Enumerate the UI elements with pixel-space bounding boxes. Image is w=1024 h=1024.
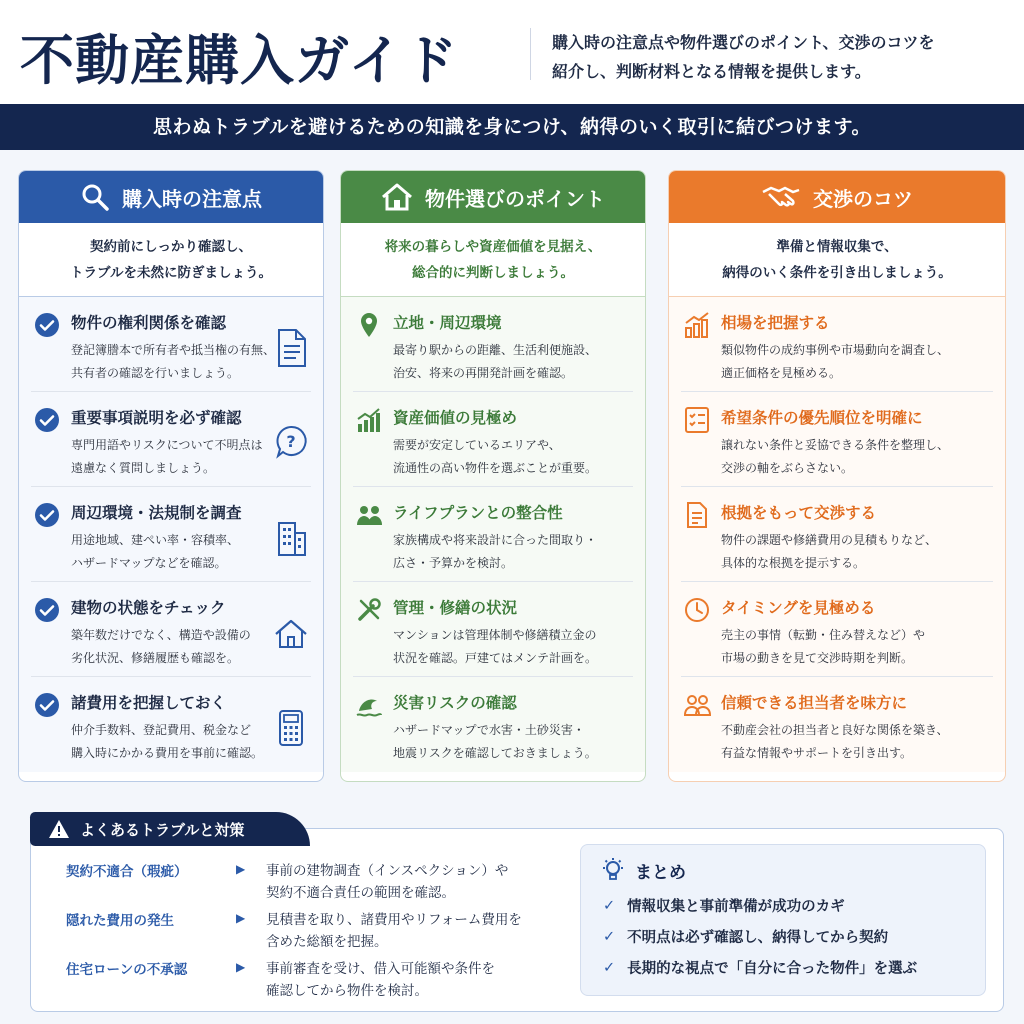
selection-header [341,171,645,223]
trouble-desc [266,958,566,1002]
caution-item [31,392,311,487]
check-icon: ✓ [603,959,616,976]
text-line: 遠慮なく質問しましょう。 [71,461,216,475]
tools-icon [355,596,383,624]
selection-item-title: 資産価値の見極め [393,409,518,427]
selection-item-text [393,434,633,480]
caution-item-title: 物件の権利関係を確認 [71,314,227,332]
caution-item-title: 周辺環境・法規制を調査 [71,504,242,522]
search-icon [80,182,110,212]
selection-item-title: ライフプランとの整合性 [393,504,563,522]
trouble-label: 隠れた費用の発生 [66,913,174,929]
summary-point-text: 長期的な視点で「自分に合った物件」を選ぶ [627,961,918,977]
selection-item-text [393,624,633,670]
negotiation-item [681,392,993,487]
negotiation-item-title: タイミングを見極める [721,599,876,617]
summary-box [580,844,986,996]
caution-item [31,487,311,582]
selection-intro-line: 総合的に判断しましょう。 [412,265,574,281]
caution-item-title: 建物の状態をチェック [71,599,226,617]
trouble-label: 住宅ローンの不承認 [66,962,188,978]
negotiation-item-text [721,719,993,765]
family-icon [355,501,383,529]
selection-item-title: 立地・周辺環境 [393,314,502,332]
negotiation-item-title: 希望条件の優先順位を明確に [721,409,923,427]
check-circle-icon [33,691,61,719]
header-description-line: 購入時の注意点や物件選びのポイント、交渉のコツを [552,33,935,52]
document-icon [683,501,711,529]
check-circle-icon [33,501,61,529]
selection-title: 物件選びのポイント [425,186,605,211]
text-line: 類似物件の成約事例や市場動向を調査し、 [721,343,950,357]
lightbulb-icon [601,857,625,883]
map-pin-icon [355,311,383,339]
selection-item [353,677,633,772]
negotiation-item-text [721,529,993,575]
text-line: 購入時にかかる費用を事前に確認。 [71,746,264,760]
text-line: 具体的な根拠を提示する。 [721,556,866,570]
negotiation-intro-line: 納得のいく条件を引き出しましょう。 [722,265,952,281]
building-icon [273,517,309,559]
text-line: 物件の課題や修繕費用の見積もりなど、 [721,533,938,547]
text-line: 見積書を取り、諸費用やリフォーム費用を [266,912,522,928]
check-circle-icon [33,596,61,624]
people-icon [683,691,711,719]
text-line: 適正価格を見極める。 [721,366,842,380]
selection-column [340,170,646,782]
negotiation-column [668,170,1006,782]
text-line: 需要が安定しているエリアや、 [393,438,561,452]
header-description [552,28,1012,86]
caution-intro-line: 契約前にしっかり確認し、 [90,239,252,255]
check-icon: ✓ [603,928,616,945]
summary-point [603,895,845,916]
caution-item-title: 重要事項説明を必ず確認 [71,409,242,427]
text-line: 交渉の軸をぶらさない。 [721,461,854,475]
triangle-right-icon: ▶ [236,862,246,876]
warning-icon [48,819,70,839]
negotiation-header [669,171,1005,223]
negotiation-item [681,582,993,677]
text-line: 市場の動きを見て交渉時期を判断。 [721,651,914,665]
header-divider [530,28,531,80]
negotiation-item [681,677,993,772]
trouble-desc [266,860,566,904]
svg-text:?: ? [286,432,296,451]
text-line: 広さ・予算かを検討。 [393,556,514,570]
document-icon [273,327,309,369]
trouble-label: 契約不適合（瑕疵） [66,864,188,880]
text-line: 含めた総額を把握。 [266,934,388,950]
troubles-title: よくあるトラブルと対策 [80,820,245,839]
caution-column [18,170,324,782]
negotiation-list [669,297,1005,772]
negotiation-item-text [721,434,993,480]
caution-list [19,297,323,772]
text-line: 事前の建物調査（インスペクション）や [266,863,509,879]
negotiation-item [681,487,993,582]
summary-point-text: 不明点は必ず確認し、納得してから契約 [627,930,889,946]
caution-header [19,171,323,223]
check-circle-icon [33,311,61,339]
triangle-right-icon: ▶ [236,911,246,925]
text-line: 登記簿謄本で所有者や抵当権の有無、 [71,343,276,357]
caution-item-text [71,624,275,670]
handshake-icon [761,182,801,212]
page-title: 不動産購入ガイド [20,28,459,92]
text-line: 確認してから物件を検討。 [266,983,428,999]
caution-intro [19,223,323,297]
text-line: 流通性の高い物件を選ぶことが重要。 [393,461,598,475]
text-line: 状況を確認。戸建てはメンテ計画を。 [393,651,598,665]
selection-item [353,297,633,392]
text-line: 治安、将来の再開発計画を確認。 [393,366,574,380]
text-line: 築年数だけでなく、構造や設備の [71,628,251,642]
caution-item [31,297,311,392]
caution-item [31,677,311,772]
text-line: 共有者の確認を行いましょう。 [71,366,240,380]
bar-chart-icon [683,311,711,339]
troubles-header [30,812,310,846]
text-line: 仲介手数料、登記費用、税金など [71,723,252,737]
growth-chart-icon [355,406,383,434]
negotiation-item [681,297,993,392]
caution-item [31,582,311,677]
selection-item [353,582,633,677]
text-line: 最寄り駅からの距離、生活利便施設、 [393,343,598,357]
selection-item-text [393,339,633,385]
house-icon [273,612,309,654]
caution-item-text [71,434,275,480]
summary-point-text: 情報収集と事前準備が成功のカギ [627,899,845,915]
selection-item-text [393,719,633,765]
summary-header [601,857,686,883]
check-icon: ✓ [603,897,616,914]
selection-intro-line: 将来の暮らしや資産価値を見据え、 [384,239,602,255]
text-line: ハザードマップなどを確認。 [71,556,227,570]
selection-item [353,487,633,582]
selection-item-title: 災害リスクの確認 [393,694,517,712]
trouble-desc [266,909,566,953]
summary-point [603,957,917,978]
calculator-icon [273,707,309,749]
check-circle-icon [33,406,61,434]
summary-point [603,926,888,947]
selection-intro [341,223,645,297]
negotiation-item-title: 根拠をもって交渉する [721,504,877,522]
caution-title: 購入時の注意点 [122,186,262,211]
negotiation-intro [669,223,1005,297]
selection-item [353,392,633,487]
house-icon [381,182,413,212]
negotiation-item-text [721,339,993,385]
question-bubble-icon [273,422,309,464]
text-line: 用途地域、建ぺい率・容積率、 [71,533,240,547]
banner: 思わぬトラブルを避けるための知識を身につけ、納得のいく取引に結びつけます。 [0,104,1024,150]
caution-item-text [71,719,275,765]
text-line: ハザードマップで水害・土砂災害・ [393,723,585,737]
negotiation-title: 交渉のコツ [813,186,913,211]
summary-title: まとめ [635,862,686,883]
text-line: 譲れない条件と妥協できる条件を整理し、 [721,438,950,452]
text-line: 事前審査を受け、借入可能額や条件を [266,961,495,977]
text-line: 有益な情報やサポートを引き出す。 [721,746,913,760]
header-description-line: 紹介し、判断材料となる情報を提供します。 [552,62,871,81]
caution-item-text [71,529,275,575]
selection-item-text [393,529,633,575]
text-line: 地震リスクを確認しておきましょう。 [393,746,597,760]
header [0,0,1024,104]
text-line: 劣化状況、修繕履歴も確認を。 [71,651,240,665]
selection-item-title: 管理・修繕の状況 [393,599,518,617]
text-line: 家族構成や将来設計に合った間取り・ [393,533,598,547]
text-line: 不動産会社の担当者と良好な関係を築き、 [721,723,949,737]
text-line: 契約不適合責任の範囲を確認。 [266,885,455,901]
text-line: 売主の事情（転勤・住み替えなど）や [721,628,926,642]
negotiation-intro-line: 準備と情報収集で、 [776,239,898,255]
caution-intro-line: トラブルを未然に防ぎましょう。 [70,265,272,281]
text-line: マンションは管理体制や修繕積立金の [393,628,597,642]
checklist-icon [683,406,711,434]
clock-icon [683,596,711,624]
negotiation-item-text [721,624,993,670]
selection-list [341,297,645,772]
triangle-right-icon: ▶ [236,960,246,974]
wave-disaster-icon [355,691,383,719]
caution-item-title: 諸費用を把握しておく [71,694,227,712]
caution-item-text [71,339,275,385]
negotiation-item-title: 相場を把握する [721,314,830,332]
negotiation-item-title: 信頼できる担当者を味方に [721,694,908,712]
text-line: 専門用語やリスクについて不明点は [71,438,263,452]
